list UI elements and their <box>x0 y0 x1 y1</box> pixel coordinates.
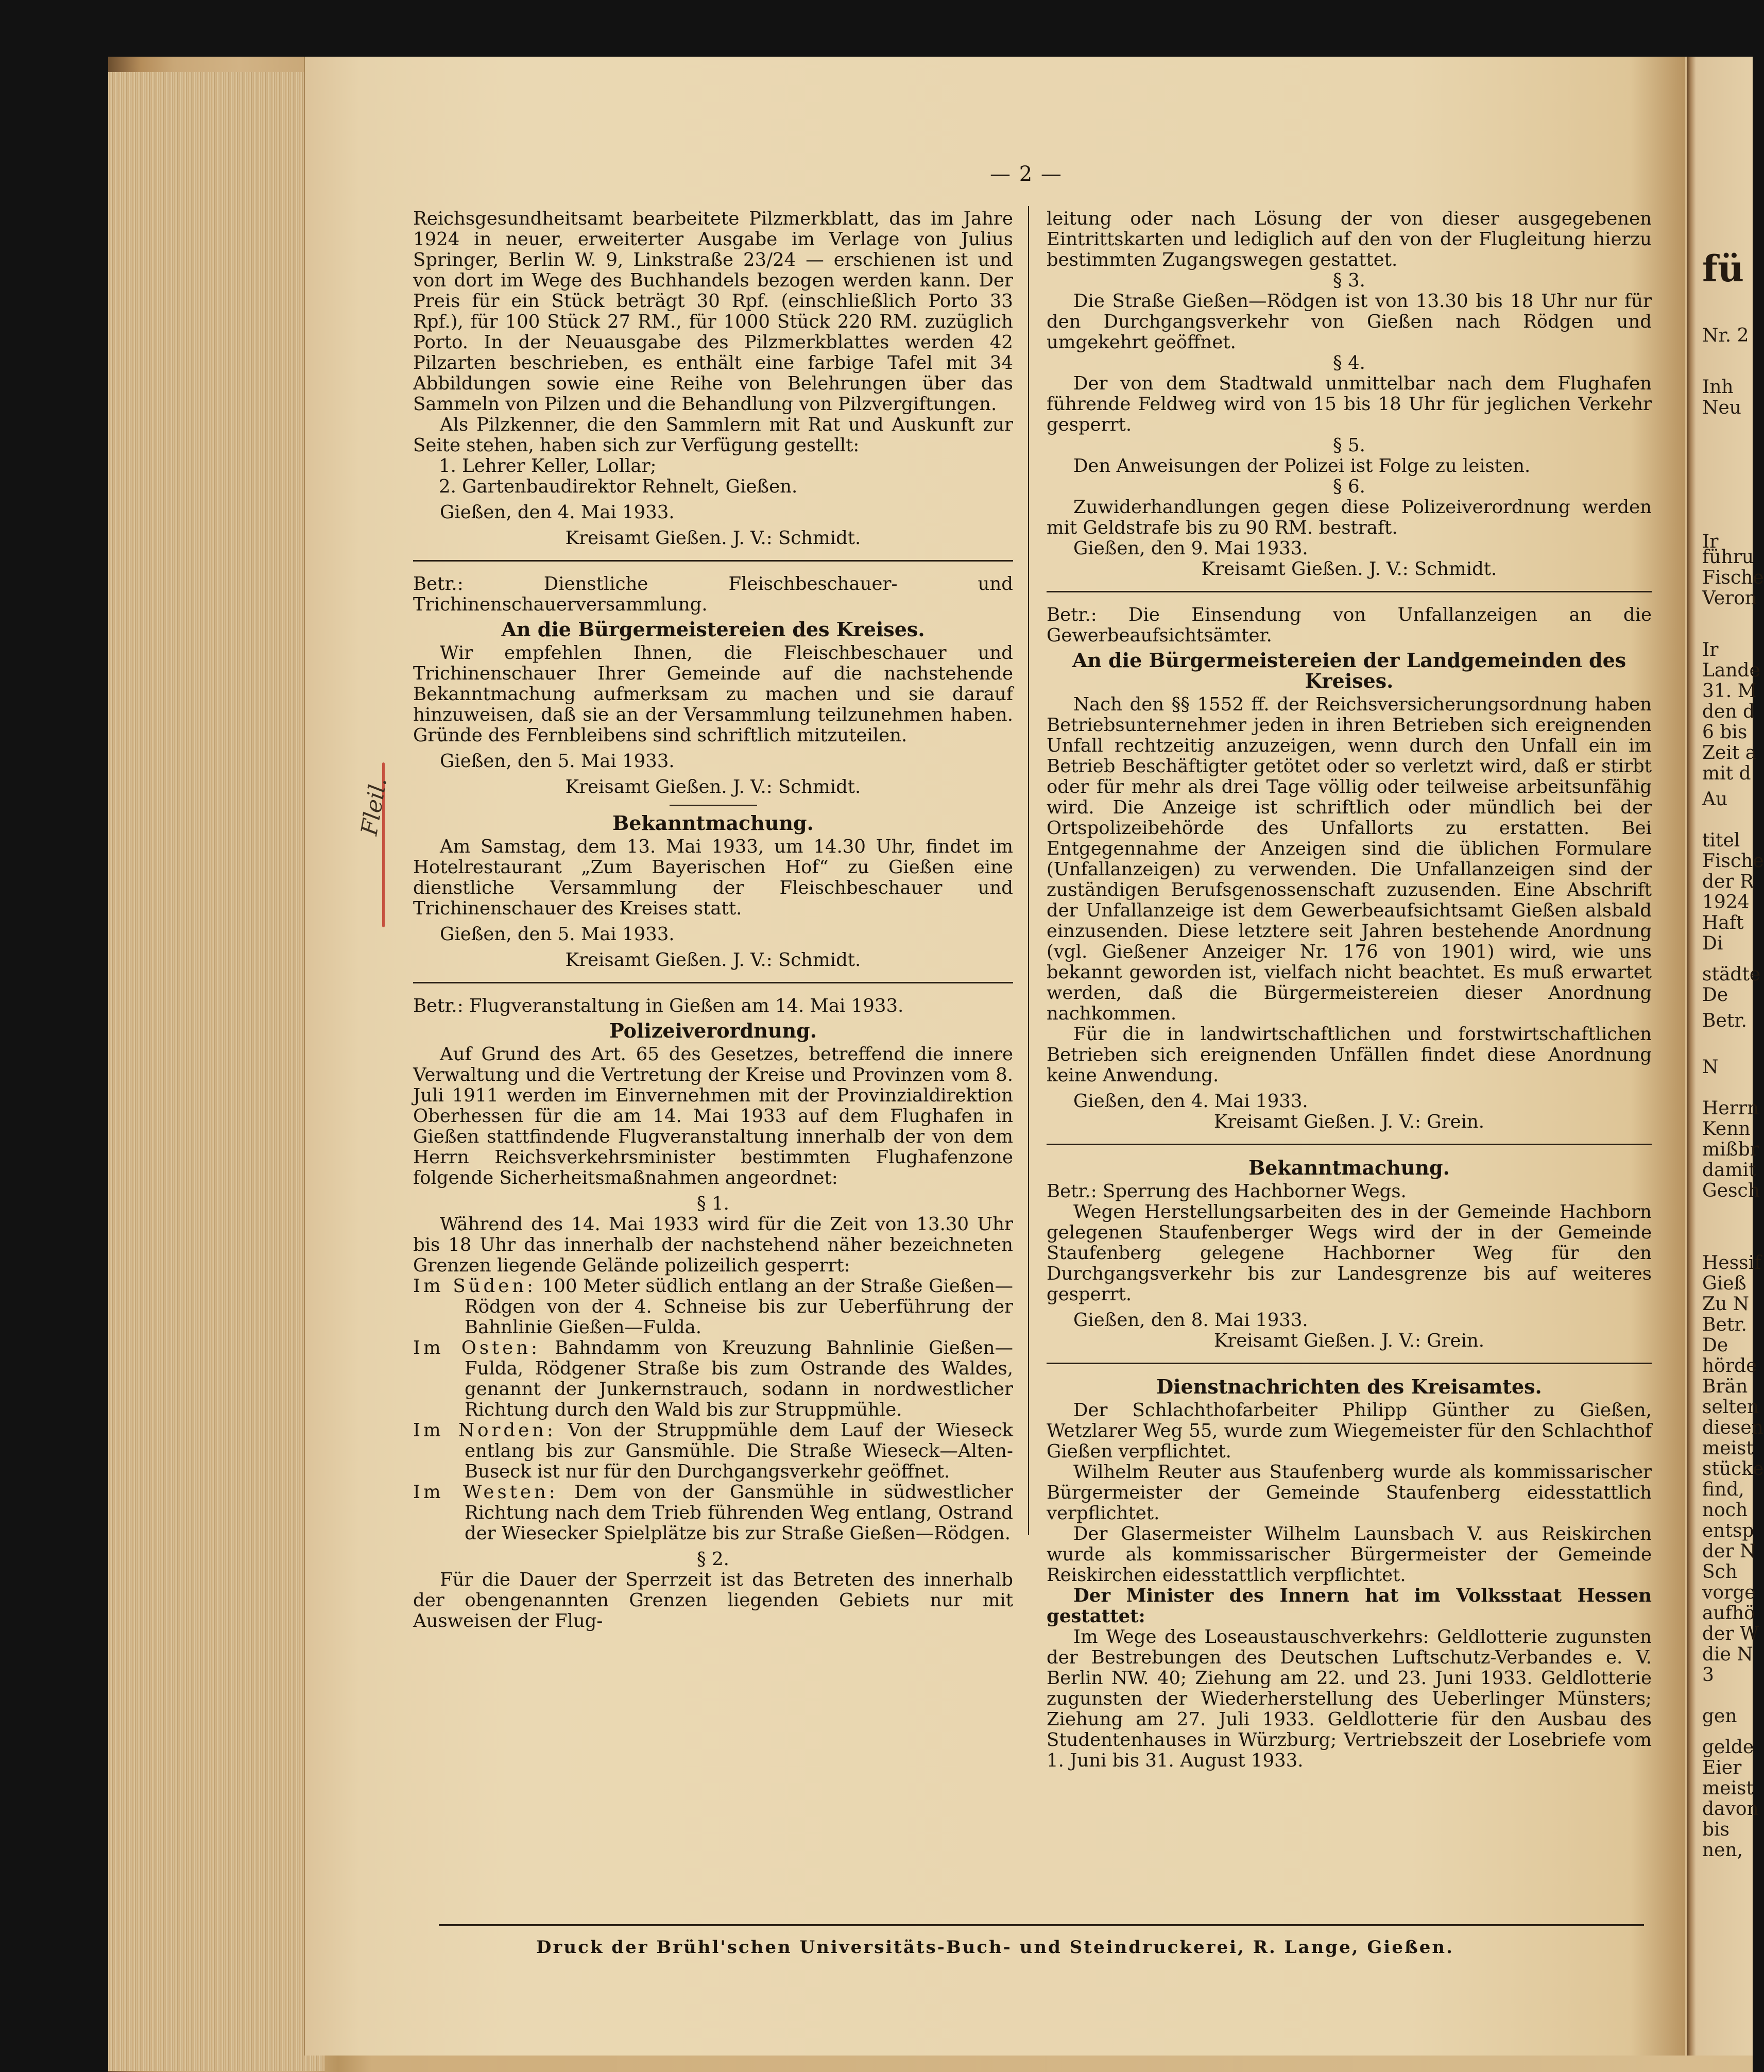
signature-6: Kreisamt Gießen. J. V.: Grein. <box>1213 1111 1485 1132</box>
paragraph-4: § 4. <box>1333 352 1365 373</box>
facing-page-text: die N <box>1702 1644 1753 1665</box>
facing-page-text: 6 bis <box>1702 722 1748 743</box>
divider <box>1047 591 1652 592</box>
text-8b: Wilhelm Reuter aus Staufenberg wurde als kommissarischer Bürgermeister der Gemeinde Staufenberg eidesstattlich verpflichtet. <box>1047 1462 1652 1524</box>
experts-intro: Als Pilzkenner, die den Sammlern mit Rat und Auskunft zur Seite stehen, haben sich zur Verfügung gestellt: <box>413 414 1013 456</box>
heading-3: Bekanntmachung. <box>612 811 814 835</box>
column-divider <box>1028 206 1029 1535</box>
facing-page-text: Betr. <box>1702 1010 1747 1031</box>
facing-page-text: Eier <box>1702 1757 1742 1778</box>
text-6: Nach den §§ 1552 ff. der Reichsversicherungsordnung haben Betriebsunternehmer jeden in ihren Betrieben sich ereignenden Unfall rechtzeitig anzuzeigen, wenn durch den Unfall ein im Betrieb Beschäftigter getötet oder so verletzt wird, daß er stirbt oder für mehr als drei Tage völlig oder teilweise arbeitsunfähig wird. Die Anzeige ist schriftlich oder mündlich bei der Ortspolizeibehörde des Unfallorts zu erstatten. Bei Entgegennahme der Anzeigen sind die üblichen Formulare (Unfallanzeigen) zu verwenden. Die Unfallanzeigen sind der zuständigen Berufsgenossenschaft zuzusenden. Eine Abschrift der Unfallanzeige ist dem Gewerbeaufsichtsamt Gießen alsbald einzusenden. Diese letztere seit Jahren bestehende Anordnung (vgl. Gießener Anzeiger Nr. 176 von 1901) wird, wie uns bekannt geworden ist, vielfach nicht beachtet. Es muß erwartet werden, daß die Bürgermeistereien dieser Anordnung nachkommen. <box>1047 694 1652 1024</box>
facing-page-text: diesen <box>1702 1417 1763 1438</box>
betr-4: Betr.: Flugveranstaltung in Gießen am 14. Mai 1933. <box>413 995 904 1016</box>
date-5: Gießen, den 9. Mai 1933. <box>1073 538 1308 559</box>
right-column <box>1047 209 1652 1771</box>
facing-page-text: nen, <box>1702 1840 1743 1861</box>
paragraph-2-text: Für die Dauer der Sperrzeit ist das Betreten des innerhalb der obengenannten Grenzen liegenden Gebiets nur mit Ausweisen der Flug- <box>413 1569 1013 1632</box>
facing-page-text: stücke <box>1702 1458 1764 1480</box>
facing-page-text: De <box>1702 984 1728 1006</box>
facing-page-text: Haft <box>1702 912 1744 933</box>
facing-page-text: bis <box>1702 1819 1730 1840</box>
facing-page-text: Nr. 2 <box>1702 325 1749 346</box>
signature-3: Kreisamt Gießen. J. V.: Schmidt. <box>565 949 861 971</box>
signature-5: Kreisamt Gießen. J. V.: Schmidt. <box>1201 558 1497 580</box>
text-8a: Der Schlachthofarbeiter Philipp Günther zu Gießen, Wetzlarer Weg 55, wurde zum Wiegemeister für den Schlachthof Gießen verpflichtet. <box>1047 1400 1652 1462</box>
heading-9: Der Minister des Innern hat im Volksstaat Hessen gestattet: <box>1047 1585 1652 1627</box>
printer-imprint: Druck der Brühl'schen Universitäts-Buch- und Steindruckerei, R. Lange, Gießen. <box>536 1937 1454 1958</box>
text-8c: Der Glasermeister Wilhelm Launsbach V. aus Reiskirchen wurde als kommissarischer Bürgermeister der Gemeinde Reiskirchen eidesstattlich verpflichtet. <box>1047 1523 1652 1586</box>
divider <box>1047 1363 1652 1364</box>
text-2: Wir empfehlen Ihnen, die Fleischbeschauer und Trichinenschauer Ihrer Gemeinde auf die nachstehende Bekanntmachung aufmerksam zu machen und sie darauf hinzuweisen, daß sie an der Versammlung teilzunehmen haben. Gründe des Fernbleibens sind schriftlich mitzuteilen. <box>413 642 1013 746</box>
facing-page-text: der N <box>1702 1541 1756 1562</box>
continuation: leitung oder nach Lösung der von dieser ausgegebenen Eintrittskarten und lediglich auf den von der Flugleitung hierzu bestimmten Zugangswegen gestattet. <box>1047 208 1652 270</box>
footer-rule <box>439 1924 1644 1926</box>
facing-page-text: fü <box>1702 247 1744 290</box>
facing-page-text: davon <box>1702 1798 1759 1820</box>
facing-page-text: gen <box>1702 1706 1737 1727</box>
facing-page-text: damit <box>1702 1160 1756 1181</box>
page-edges <box>108 72 324 2071</box>
paragraph-1: § 1. <box>697 1193 729 1214</box>
facing-page-text: Sch <box>1702 1561 1738 1583</box>
facing-page-text: selten <box>1702 1397 1759 1418</box>
expert-2: 2. Gartenbaudirektor Rehnelt, Gießen. <box>439 476 798 497</box>
heading-2: An die Bürgermeistereien des Kreises. <box>501 618 925 641</box>
facing-page-text: vorge <box>1702 1582 1756 1603</box>
paragraph-1-text: Während des 14. Mai 1933 wird für die Zeit von 13.30 Uhr bis 18 Uhr das innerhalb der nachstehend näher bezeichneten Grenzen liegende Gelände polizeilich gesperrt: <box>413 1214 1013 1276</box>
heading-4: Polizeiverordnung. <box>609 1019 817 1042</box>
facing-page-text: Kenn <box>1702 1118 1751 1140</box>
facing-page-text: 31. M <box>1702 681 1757 702</box>
heading-8: Dienstnachrichten des Kreisamtes. <box>1156 1375 1542 1398</box>
short-divider <box>670 805 757 806</box>
facing-page-text: N <box>1702 1057 1719 1078</box>
facing-page-text: 1924 <box>1702 892 1750 913</box>
facing-page-text: Neu <box>1702 397 1741 418</box>
signature-2: Kreisamt Gießen. J. V.: Schmidt. <box>565 776 861 797</box>
boundary-south: Im Süden: 100 Meter südlich entlang an der Straße Gießen—Rödgen von der 4. Schneise bis zur Ueberführung der Bahnlinie Gießen—Fulda. <box>413 1276 1013 1338</box>
facing-page-text: Gieß <box>1702 1273 1746 1294</box>
text-3: Am Samstag, dem 13. Mai 1933, um 14.30 Uhr, findet im Hotelrestaurant „Zum Bayerischen Hof“ zu Gießen eine dienstliche Versammlung der Fleischbeschauer und Trichinenschauer des Kreises statt. <box>413 836 1013 919</box>
facing-page-text: Zeit a <box>1702 742 1757 763</box>
facing-page-fragment <box>1687 57 1764 2056</box>
left-column <box>413 209 1013 1632</box>
boundary-north: Im Norden: Von der Struppmühle dem Lauf der Wieseck entlang bis zur Gansmühle. Die Straße Wieseck—Alten-Buseck ist nur für den Durchgangsverkehr geöffnet. <box>413 1420 1013 1482</box>
divider <box>413 982 1013 983</box>
boundary-west: Im Westen: Dem von der Gansmühle in südwestlicher Richtung nach dem Trieb führenden Weg entlang, Ostrand der Wiesecker Spielplätze bis zur Straße Gießen—Rödgen. <box>413 1482 1013 1544</box>
facing-page-text: Au <box>1702 789 1728 810</box>
expert-1: 1. Lehrer Keller, Lollar; <box>439 455 657 477</box>
newspaper-page <box>304 57 1685 2056</box>
paragraph-5-text: Den Anweisungen der Polizei ist Folge zu leisten. <box>1073 455 1531 477</box>
facing-page-text: aufhö <box>1702 1603 1755 1624</box>
facing-page-text: mit d <box>1702 763 1751 784</box>
heading-6: An die Bürgermeistereien der Landgemeinden des Kreises. <box>1072 649 1626 692</box>
paragraph-6-text: Zuwiderhandlungen gegen diese Polizeiverordnung werden mit Geldstrafe bis zu 90 RM. bestraft. <box>1047 497 1652 538</box>
facing-page-text: führu <box>1702 547 1754 568</box>
divider <box>413 560 1013 562</box>
date-7: Gießen, den 8. Mai 1933. <box>1073 1310 1308 1331</box>
paragraph-3-text: Die Straße Gießen—Rödgen ist von 13.30 bis 18 Uhr nur für den Durchgangsverkehr von Gießen nach Rödgen und umgekehrt geöffnet. <box>1047 291 1652 353</box>
facing-page-text: Fische <box>1702 567 1764 588</box>
facing-page-text: Herrn <box>1702 1098 1759 1119</box>
date-2: Gießen, den 5. Mai 1933. <box>440 751 675 772</box>
boundary-east: Im Osten: Bahndamm von Kreuzung Bahnlinie Gießen—Fulda, Rödgener Straße bis zum Ostrande des Waldes, genannt der Junkernstrauch, sodann in nordwestlicher Richtung durch den Wald bis zur Struppmühle. <box>413 1337 1013 1420</box>
facing-page-text: Fische <box>1702 851 1764 872</box>
text-7: Wegen Herstellungsarbeiten des in der Gemeinde Hachborn gelegenen Staufenberger Wegs wird der in der Gemeinde Staufenberg gelegene Hachborner Weg für den Durchgangsverkehr bis zur Landesgrenze bis auf weiteres gesperrt. <box>1047 1201 1652 1305</box>
paragraph-4-text: Der von dem Stadtwald unmittelbar nach dem Flughafen führende Feldweg wird von 15 bis 18 Uhr für jeglichen Verkehr gesperrt. <box>1047 373 1652 435</box>
facing-page-text: Inh <box>1702 377 1734 398</box>
paragraph-6: § 6. <box>1333 476 1365 497</box>
facing-page-text: find, <box>1702 1479 1744 1500</box>
facing-page-text: der R <box>1702 871 1754 892</box>
facing-page-text: mißbr <box>1702 1139 1759 1160</box>
facing-page-text: meist <box>1702 1438 1754 1459</box>
paragraph-2: § 2. <box>697 1549 729 1570</box>
facing-page-text: meist <box>1702 1778 1754 1799</box>
page-number: — 2 — <box>990 162 1063 186</box>
paragraph-5: § 5. <box>1333 435 1365 456</box>
facing-page-text: Zu N <box>1702 1294 1750 1315</box>
facing-page-text: Lande <box>1702 660 1760 681</box>
text-6b: Für die in landwirtschaftlichen und forstwirtschaftlichen Betrieben sich ereignenden Unfällen findet diese Anordnung keine Anwendung. <box>1047 1024 1652 1086</box>
betr-7: Betr.: Sperrung des Hachborner Wegs. <box>1047 1181 1407 1202</box>
date-3: Gießen, den 5. Mai 1933. <box>440 924 675 945</box>
text-4: Auf Grund des Art. 65 des Gesetzes, betreffend die innere Verwaltung und die Vertretung der Kreise und Provinzen vom 8. Juli 1911 werden im Einvernehmen mit der Provinzialdirektion Oberhessen für die am 14. Mai 1933 auf dem Flughafen in Gießen stattfindende Flugveranstaltung innerhalb der von dem Herrn Reichsverkehrsminister bestimmten Flughafenzone folgende Sicherheitsmaßnahmen angeordnet: <box>413 1044 1013 1188</box>
date-1: Gießen, den 4. Mai 1933. <box>440 502 675 523</box>
signature-1: Kreisamt Gießen. J. V.: Schmidt. <box>565 528 861 549</box>
handwritten-margin-note: Fleil. <box>356 775 392 838</box>
facing-page-text: den d <box>1702 701 1755 722</box>
divider <box>1047 1144 1652 1145</box>
text-9: Im Wege des Loseaustauschverkehrs: Geldlotterie zugunsten der Bestrebungen des Deutschen Luftschutz-Verbandes e. V. Berlin NW. 40; Ziehung am 22. und 23. Juni 1933. Geldlotterie zugunsten der Wiederherstellung des Ueberlinger Münsters; Ziehung am 27. Juli 1933. Geldlotterie für den Ausbau des Studentenhauses in Würzburg; Vertriebszeit der Losebriefe vom 1. Juni bis 31. August 1933. <box>1047 1626 1652 1771</box>
facing-page-text: Ir <box>1702 639 1719 660</box>
facing-page-text: Di <box>1702 933 1723 954</box>
heading-7: Bekanntmachung. <box>1248 1156 1450 1179</box>
date-6: Gießen, den 4. Mai 1933. <box>1073 1091 1308 1112</box>
facing-page-text: Ir <box>1702 531 1719 552</box>
facing-page-text: hörde <box>1702 1355 1757 1377</box>
intro-paragraph: Reichsgesundheitsamt bearbeitete Pilzmerkblatt, das im Jahre 1924 in neuer, erweiterter Ausgabe im Verlage von Julius Springer, Berlin W. 9, Linkstraße 23/24 — erschienen ist und von dort im Wege des Buchhandels bezogen werden kann. Der Preis für ein Stück beträgt 30 Rpf. (einschließlich Porto 33 Rpf.), für 100 Stück 27 RM., für 1000 Stück 220 RM. zuzüglich Porto. In der Neuausgabe des Pilzmerkblattes werden 42 Pilzarten beschrieben, es enthält eine farbige Tafel mit 34 Abbildungen sowie eine Reihe von Belehrungen über das Sammeln von Pilzen und die Behandlung von Pilzvergiftungen. <box>413 208 1013 415</box>
facing-page-text: Betr. <box>1702 1314 1747 1335</box>
betr-2: Betr.: Dienstliche Fleischbeschauer- und Trichinenschauerversammlung. <box>413 573 1013 615</box>
signature-7: Kreisamt Gießen. J. V.: Grein. <box>1213 1330 1485 1351</box>
facing-page-text: Brän <box>1702 1376 1748 1397</box>
facing-page-text: städte <box>1702 964 1761 985</box>
facing-page-text: noch <box>1702 1500 1748 1521</box>
facing-page-text: Veron <box>1702 588 1757 609</box>
facing-page-text: der W <box>1702 1623 1759 1644</box>
facing-page-text: Hessif <box>1702 1252 1761 1273</box>
facing-page-text: Gesch <box>1702 1180 1760 1201</box>
paragraph-3: § 3. <box>1333 270 1365 291</box>
facing-page-text: De <box>1702 1335 1728 1356</box>
betr-6: Betr.: Die Einsendung von Unfallanzeigen an die Gewerbeaufsichtsämter. <box>1047 604 1652 646</box>
facing-page-text: 3 <box>1702 1665 1714 1686</box>
facing-page-text: titel <box>1702 830 1740 851</box>
facing-page-text: gelde <box>1702 1737 1754 1758</box>
facing-page-text: entsp <box>1702 1520 1754 1541</box>
